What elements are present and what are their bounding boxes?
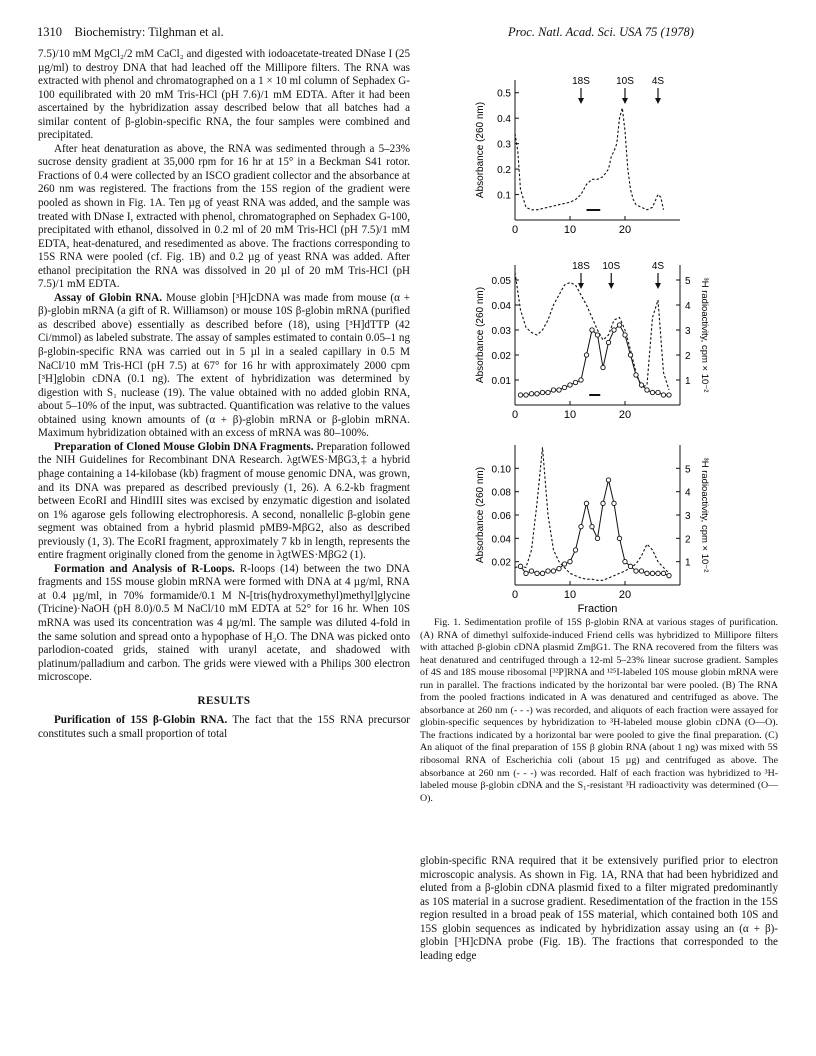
panel-b-x-tick-label: 0 [511,409,519,421]
panel-c-y-label: Absorbance (260 nm) [475,466,486,564]
panel-b-y-tick-label: 0.04 [491,301,511,312]
right-paragraph: globin-specific RNA required that it be extensively purified prior to electron microscopic analysis. As shown in Fig. 1A, RNA that had been hybridized and eluted from a β-globin cDNA plasmid fixed to a filter migrated predominantly as 10S material in a sucrose gradient. Resedimentation of the fraction in the 15S region resulted in a broad peak of 15S material, which contained both 10S and 15S globin sequences as indicated by hybridization assay using an (α + β)-globin [³H]cDNA probe (Fig. 1B). The fractions that corresponded to the leading edge [420,855,778,962]
panel-c-radioactivity-point [584,501,588,505]
panel-b-radioactivity-point [579,378,583,382]
panel-c-radioactivity-point [524,571,528,575]
panel-b-y2-tick-label: 5 [685,276,691,287]
figure-caption [420,617,778,805]
section-head-rloops: Formation and Analysis of R-Loops. [54,562,235,575]
panel-b-radioactivity-point [623,333,627,337]
panel-b-radioactivity-point [606,340,610,344]
panel-c-y2-tick-label: 5 [685,464,691,476]
panel-b-radioactivity-point [562,385,566,389]
panel-b-radioactivity-point [639,383,643,387]
panel-c-radioactivity-point [579,524,583,528]
panel-a-x-tick-label: 0 [511,224,519,236]
results-heading: RESULTS [197,694,251,707]
panel-b-marker-arrow-head [655,283,661,289]
paragraph-4-body: Preparation followed the NIH Guidelines for Recombinant DNA Research. λgtWES·MβG3,‡ a hybrid phage containing a 14-kilobase (kb) fragment of mouse genomic DNA, was grown, and its DNA was prepared as described previously (1, 26). A 6.2-kb fragment between EcoRI and HindIII sites was excised by enzymatic digestion and isolated on 1% agarose gels following electrophoresis. A second, nonallelic β-globin gene segment was obtained from a hybrid plasmid pMB9-MβG2, also as described previously (1, 3). The EcoRI fragment, approximately 7 kb in length, represents the entire fragment originally cloned from the genome in λgtWES·MβG2 (1). [38,440,410,562]
panel-b-radioactivity-point [590,328,594,332]
panel-b-radioactivity-point [557,388,561,392]
panel-c-radioactivity-point [650,571,654,575]
running-title: Biochemistry: Tilghman et al. [74,25,224,39]
panel-b-radioactivity-point [601,365,605,369]
panel-a-y-tick-label: 0.5 [497,88,511,100]
panel-c-y2-tick-label: 4 [685,487,691,499]
paragraph-6-body: The fact that the 15S RNA precursor constitutes such a small proportion of total [38,714,410,740]
panel-c-radioactivity-point [639,569,643,573]
section-head-cloned: Preparation of Cloned Mouse Globin DNA Fragments. [54,440,314,453]
paragraph-4 [38,441,410,563]
panel-c-radioactivity-point [529,569,533,573]
panel-b-radioactivity-point [667,393,671,397]
section-head-purification: Purification of 15S β-Globin RNA. [54,714,228,727]
panel-b-radioactivity-point [535,392,539,396]
panel-b-marker-label: 4S [651,261,665,272]
panel-c-x-tick-label: 10 [563,589,577,601]
panel-c-absorbance-line [515,447,669,580]
panel-c-x-tick-label: 0 [511,589,519,601]
panel-c-y2-tick-label: 1 [685,557,691,569]
panel-b-y-tick-label: 0.01 [491,376,511,387]
panel-c-radioactivity-point [606,478,610,482]
panel-b-radioactivity-point [595,333,599,337]
panel-c-x-label: Fraction [577,603,618,615]
panel-b-radioactivity-point [568,383,572,387]
panel-a-marker-arrow-head [578,98,584,104]
panel-b-radioactivity-point [645,388,649,392]
panel-c-radioactivity-point [557,566,561,570]
panel-b-marker-arrow-head [578,283,584,289]
panel-b-radioactivity-point [540,390,544,394]
panel-b-radioactivity-point [656,390,660,394]
panel-b-marker-label: 10S [602,261,621,272]
panel-c-radioactivity-point [617,536,621,540]
panel-b-x-tick-label: 10 [563,409,577,421]
panel-c-y2-label: ³H radioactivity, cpm × 10⁻² [699,457,710,573]
panel-b-radioactivity-point [573,380,577,384]
panel-b-radioactivity-point [551,388,555,392]
panel-b-y2-tick-label: 1 [685,376,691,387]
panel-c-radioactivity-point [661,571,665,575]
panel-c-y-tick-label: 0.02 [491,557,511,569]
panel-b-y-tick-label: 0.05 [491,276,511,287]
panel-c-y-tick-label: 0.08 [491,487,511,499]
panel-b-y2-tick-label: 2 [685,351,691,362]
panel-c-radioactivity-point [656,571,660,575]
panel-c-radioactivity-point [568,559,572,563]
panel-c-radioactivity-point [595,536,599,540]
panel-c-radioactivity-point [562,562,566,566]
panel-b-y2-label: ³H radioactivity, cpm × 10⁻² [699,277,710,393]
panel-c-radioactivity-point [518,564,522,568]
panel-c-x-tick-label: 20 [618,589,632,601]
panel-b-radioactivity-point [524,393,528,397]
left-column [38,48,410,741]
paragraph-3 [38,292,410,441]
panel-a-marker-arrow-head [622,98,628,104]
panel-b-marker-label: 18S [572,261,590,272]
panel-b-radioactivity-point [661,393,665,397]
panel-c-radioactivity-point [601,501,605,505]
panel-b-radioactivity-point [612,328,616,332]
page-number: 1310 [37,25,62,39]
paragraph-1: 7.5)/10 mM MgCl₂/2 mM CaCl₂ and digested with iodoacetate-treated DNase I (25 µg/ml) to destroy DNA that had leached off the Millipore filters. The RNA was extracted with phenol and chromatographed on a 1 × 10 ml column of Sephadex G-100 equilibrated with 20 mM Tris-HCl (pH 7.6)/1 mM EDTA. After it had been ascertained by the hybridization assay described below that all batches had a similar content of β-globin-specific RNA, the four samples were combined and precipitated. [38,48,410,142]
panel-a-y-tick-label: 0.1 [497,190,511,202]
caption-text: Fig. 1. Sedimentation profile of 15S β-globin RNA at various stages of purification. (A) RNA of dimethyl sulfoxide-induced Friend cells was hybridized to Millipore filters with attached β-globin cDNA plasmid ZmβG1. The RNA recovered from the filters was heat denatured and centrifuged through a 12-ml 5–23% linear sucrose gradient. Samples of 4S and 18S mouse ribosomal [³²P]RNA and ¹²⁵I-labeled 10S mouse globin mRNA were run in parallel. The fractions indicated by the horizontal bar were pooled. (B) The RNA from the pooled fractions indicated in A was denatured and centrifuged as above. The absorbance at 260 nm (- - -) was recorded, and aliquots of each fraction were assayed for globin-specific sequences by hybridization to ³H-labeled mouse globin cDNA (O—O). The fractions indicated by a horizontal bar were pooled to give the final preparation. (C) An aliquot of the final preparation of 15S β globin RNA (about 1 ng) was mixed with 5S ribosomal RNA of Escherichia coli (about 15 µg) and centrifuged as above. The absorbance at 260 nm (- - -) was recorded. Half of each fraction was hybridized to ³H-labeled mouse β-globin cDNA and the S₁-resistant ³H radioactivity was determined (O—O). [420,617,778,804]
panel-c-radioactivity-line [521,480,670,576]
panel-c-radioactivity-point [667,573,671,577]
panel-a-x-tick-label: 20 [618,224,632,236]
panel-b-radioactivity-point [518,393,522,397]
panel-c-y2-tick-label: 3 [685,511,691,522]
paragraph-6 [38,714,410,741]
panel-a-absorbance-line [515,108,664,210]
panel-c-radioactivity-point [551,569,555,573]
panel-b-marker-arrow-head [608,283,614,289]
panel-a-x-tick-label: 10 [563,224,577,236]
panel-c-radioactivity-point [540,571,544,575]
panel-c-y-tick-label: 0.04 [491,534,511,546]
panel-b-y2-tick-label: 3 [685,326,691,337]
page-header-left [37,25,224,40]
panel-b-radioactivity-point [650,390,654,394]
panel-b-y-tick-label: 0.02 [491,351,511,362]
panel-c-radioactivity-point [623,559,627,563]
panel-b-radioactivity-point [628,353,632,357]
panel-a-y-tick-label: 0.3 [497,139,511,151]
panel-b-y-label: Absorbance (260 nm) [475,286,486,384]
panel-c-radioactivity-point [628,564,632,568]
panel-b-radioactivity-point [617,323,621,327]
panel-b-y2-tick-label: 4 [685,301,691,312]
paragraph-2: After heat denaturation as above, the RNA was sedimented through a 5–23% sucrose density gradient at 35,000 rpm for 16 hr at 15° in a Beckman S41 rotor. Fractions of 0.4 were collected by an ISCO gradient collector and the absorbance at 260 nm was registered. The fractions from the 15S region of the gradient were pooled as shown in Fig. 1A. Ten µg of yeast RNA was added, and the sample was treated with DNase I, extracted with phenol, chromatographed on Sephadex G-100, precipitated with ethanol, dissolved in 0.2 ml of 20 mM Tris-HCl (pH 7.5)/1 mM EDTA, heat-denatured, and resedimented as above. The fractions corresponding to 15S RNA were pooled (cf. Fig. 1B) and 0.2 µg of yeast RNA was added. After ethanol precipitation the RNA was dissolved in 20 µl of 20 mM Tris-HCl (pH 7.5)/1 mM EDTA. [38,142,410,291]
panel-c-radioactivity-point [573,548,577,552]
panel-b-radioactivity-point [634,373,638,377]
panel-a-marker-label: 18S [572,76,590,87]
panel-b-radioactivity-point [529,392,533,396]
panel-a-marker-label: 4S [651,76,665,87]
panel-b-radioactivity-point [546,390,550,394]
panel-c-radioactivity-point [612,501,616,505]
panel-c-radioactivity-point [634,569,638,573]
panel-c-radioactivity-point [546,569,550,573]
panel-a-y-label: Absorbance (260 nm) [475,101,486,199]
panel-c-radioactivity-point [590,524,594,528]
panel-a-y-tick-label: 0.4 [497,114,511,126]
figure-1 [470,60,710,620]
paragraph-5 [38,563,410,685]
right-column [420,855,778,963]
panel-b-y-tick-label: 0.03 [491,326,511,337]
paragraph-3-body: Mouse globin [³H]cDNA was made from mouse (α + β)-globin mRNA (a gift of R. Williamson) or mouse 10S β-globin mRNA (purified as described above) essentially as described before (18), using [³H]dTTP (42 Ci/mmol) as labeled substrate. The assay of samples estimated to contain 0.05–1 ng β-globin-specific RNA was carried out in 5 µl in a sealed capillary in 0.5 M NaCl/10 mM Tris-HCl (pH 7.5) at 67° for 16 hr with approximately 2000 cpm [³H]globin cDNA (0.1 ng). The extent of hybridization was determined by digestion with S₁ nuclease (19). The value obtained with no added globin RNA, about 5–10% of the input, was subtracted. Quantification was relative to the values obtained using known amounts of (α + β)-globin mRNA or β-globin mRNA. Maximum hybridization obtained with an excess of mRNA was 80–100%. [38,291,411,440]
panel-c-radioactivity-point [645,571,649,575]
panel-c-y-tick-label: 0.06 [491,511,511,522]
panel-c-radioactivity-point [535,571,539,575]
panel-a-marker-arrow-head [655,98,661,104]
paragraph-5-body: R-loops (14) between the two DNA fragments and 15S mouse globin mRNA were formed with DNA at 4 µg/ml, RNA at 0.4 µg/ml, in 70% formamide/0.1 M N-[tris(hydroxymethyl)methyl]glycine (Tricine)·NaOH (pH 8.0)/0.5 M NaCl/10 mM EDTA at 52° for 16 hr. When 10S mRNA was used its concentration was 4 µg/ml. The sample was diluted 4-fold in the same solution and spread onto a hypophase of H₂O. The DNA was picked onto parlodion-coated grids, stained with uranyl acetate, and shadowed with platinum/palladium and carbon. The grids were viewed with a Philips 300 electron microscope. [38,562,410,684]
panel-a-y-tick-label: 0.2 [497,165,511,177]
panel-a-marker-label: 10S [616,76,634,87]
panel-b-radioactivity-point [584,353,588,357]
section-head-assay: Assay of Globin RNA. [54,291,163,304]
journal-citation: Proc. Natl. Acad. Sci. USA 75 (1978) [508,25,694,39]
panel-c-y-tick-label: 0.10 [491,464,511,476]
panel-b-x-tick-label: 20 [618,409,632,421]
panel-c-y2-tick-label: 2 [685,534,691,546]
